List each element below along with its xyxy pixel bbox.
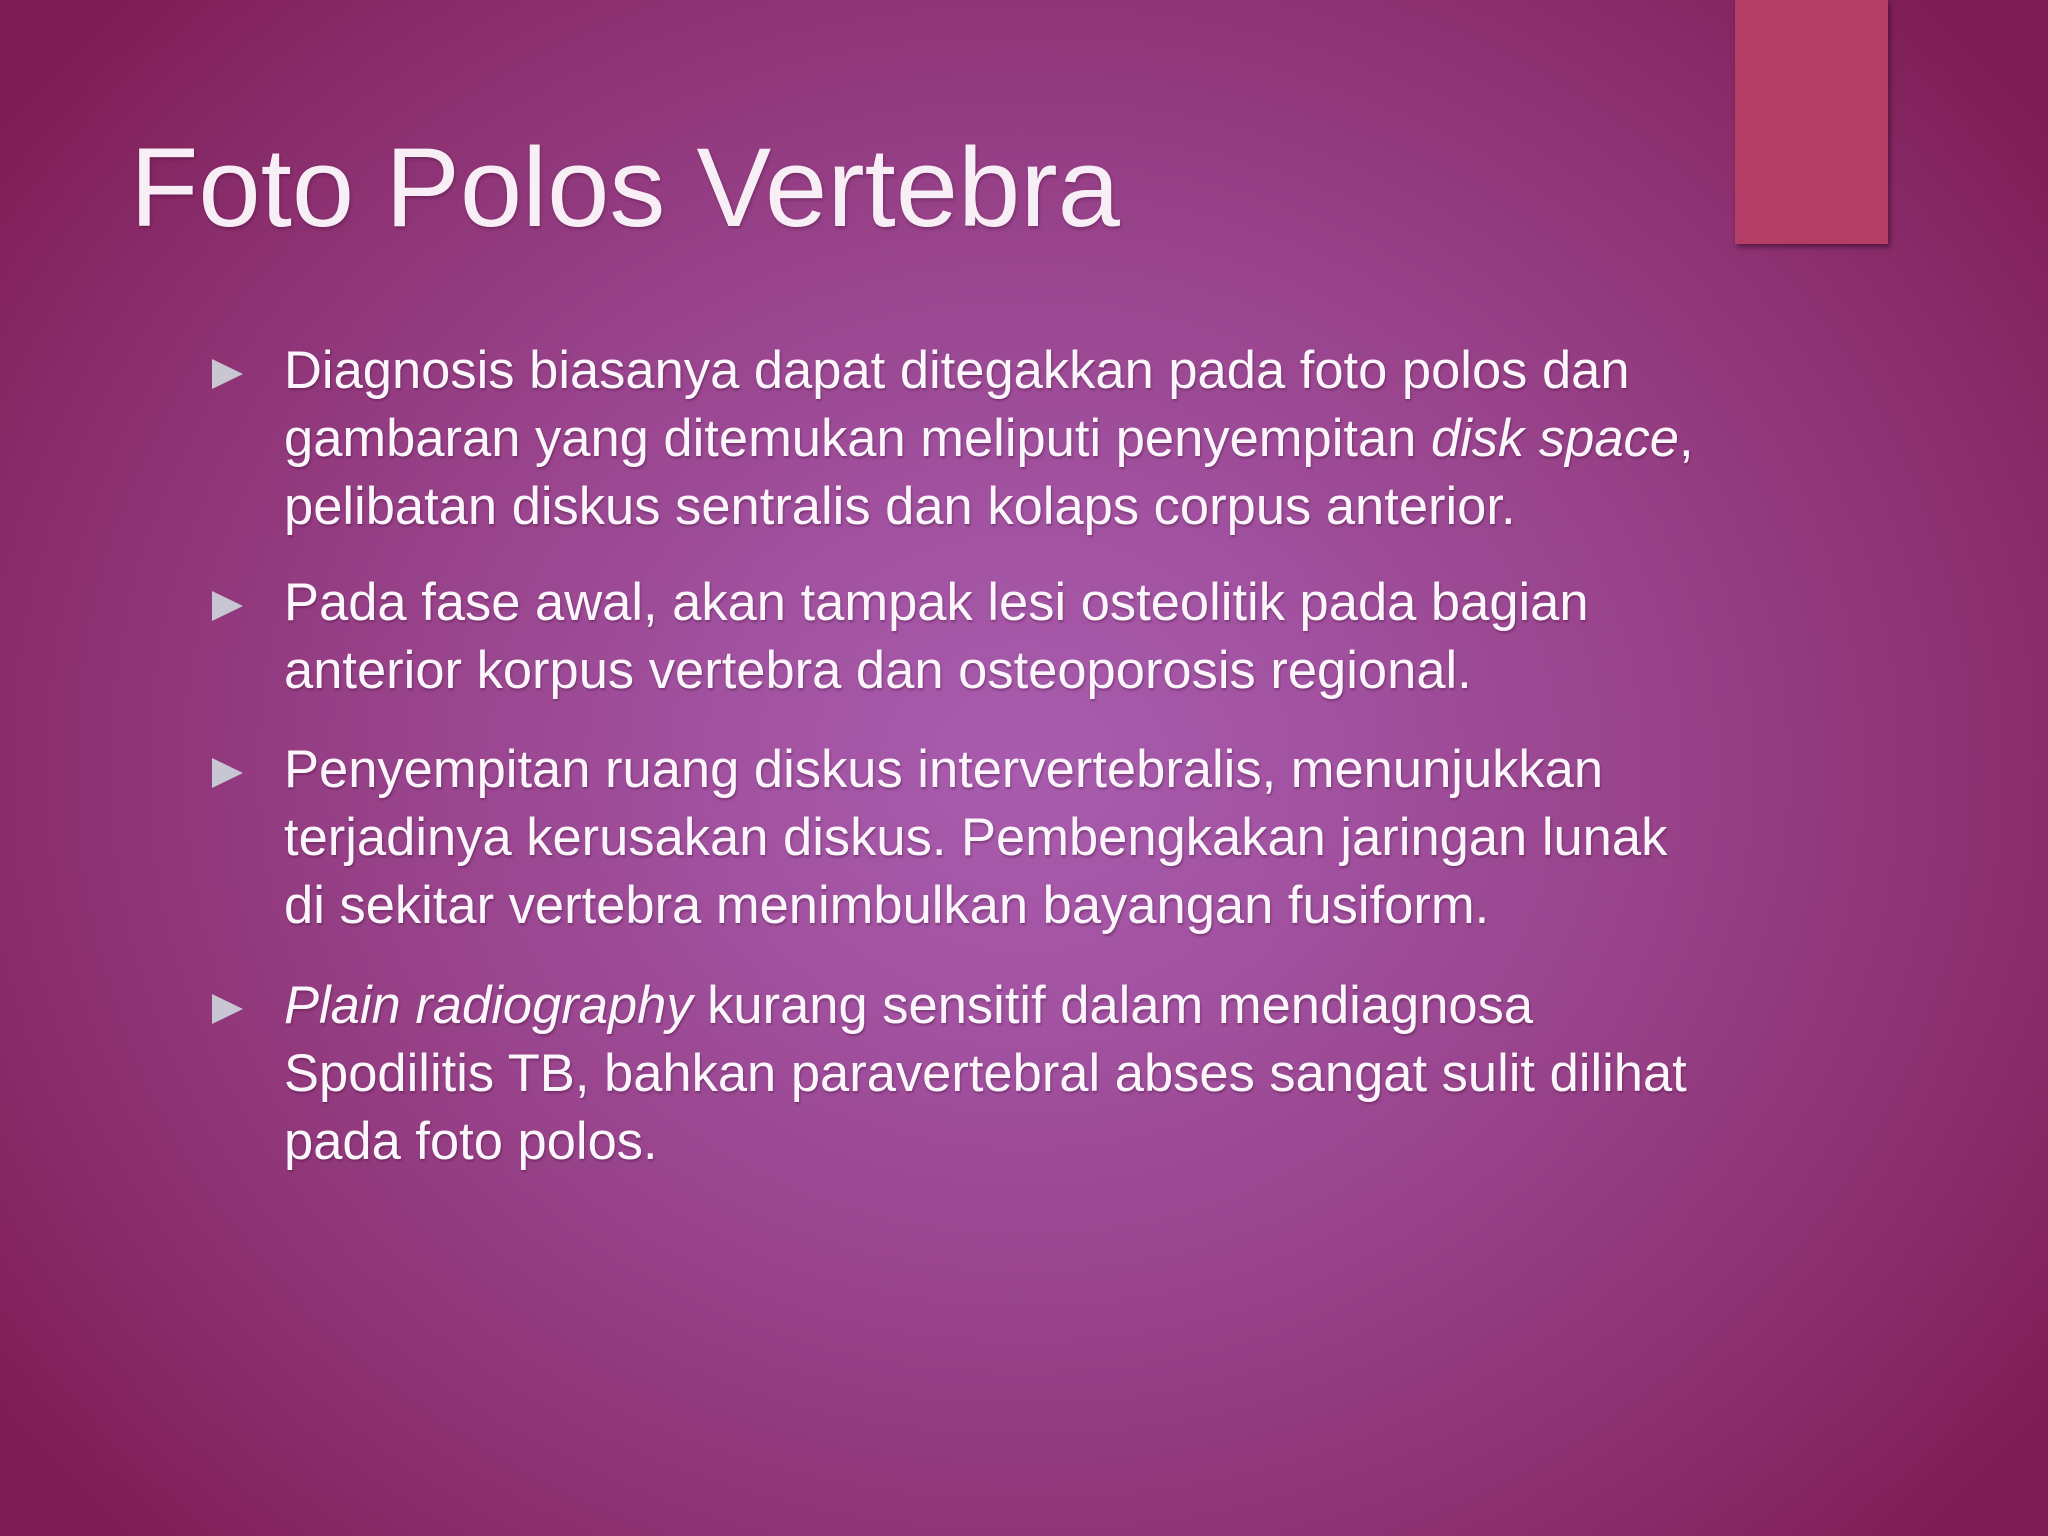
bullet-text: kurang sensitif dalam mendiagnosa xyxy=(692,976,1534,1035)
italic-term-plain-radiography: Plain radiography xyxy=(284,976,693,1035)
bullet-item-diagnosis xyxy=(210,337,1850,541)
bullet-line: Spodilitis TB, bahkan paravertebral abses sangat sulit dilihat xyxy=(284,1044,1687,1103)
corner-accent-tab xyxy=(1735,0,1888,244)
triangle-right-icon xyxy=(212,994,243,1024)
bullet-line: pelibatan diskus sentralis dan kolaps corpus anterior. xyxy=(284,477,1516,536)
italic-term-disk-space: disk space xyxy=(1430,409,1679,468)
bullet-line xyxy=(284,405,1850,473)
triangle-right-icon xyxy=(212,359,243,389)
triangle-right-icon xyxy=(212,758,243,788)
bullet-list xyxy=(210,337,1850,1207)
bullet-line: terjadinya kerusakan diskus. Pembengkakan jaringan lunak xyxy=(284,808,1668,867)
bullet-text: , xyxy=(1678,409,1694,468)
bullet-line: Penyempitan ruang diskus intervertebralis, menunjukkan xyxy=(284,740,1604,799)
bullet-line: di sekitar vertebra menimbulkan bayangan fusiform. xyxy=(284,876,1490,935)
bullet-item-plain-radiography xyxy=(210,972,1850,1176)
bullet-line: pada foto polos. xyxy=(284,1112,658,1171)
bullet-line: anterior korpus vertebra dan osteoporosis regional. xyxy=(284,641,1472,700)
bullet-text: gambaran yang ditemukan meliputi penyempitan xyxy=(284,409,1431,468)
slide-title: Foto Polos Vertebra xyxy=(130,125,1120,250)
bullet-item-early-phase xyxy=(210,569,1850,705)
bullet-item-disc-narrowing xyxy=(210,736,1850,940)
bullet-line xyxy=(284,972,1850,1040)
bullet-line: Pada fase awal, akan tampak lesi osteolitik pada bagian xyxy=(284,573,1589,632)
triangle-right-icon xyxy=(212,591,243,621)
bullet-line: Diagnosis biasanya dapat ditegakkan pada foto polos dan xyxy=(284,341,1630,400)
